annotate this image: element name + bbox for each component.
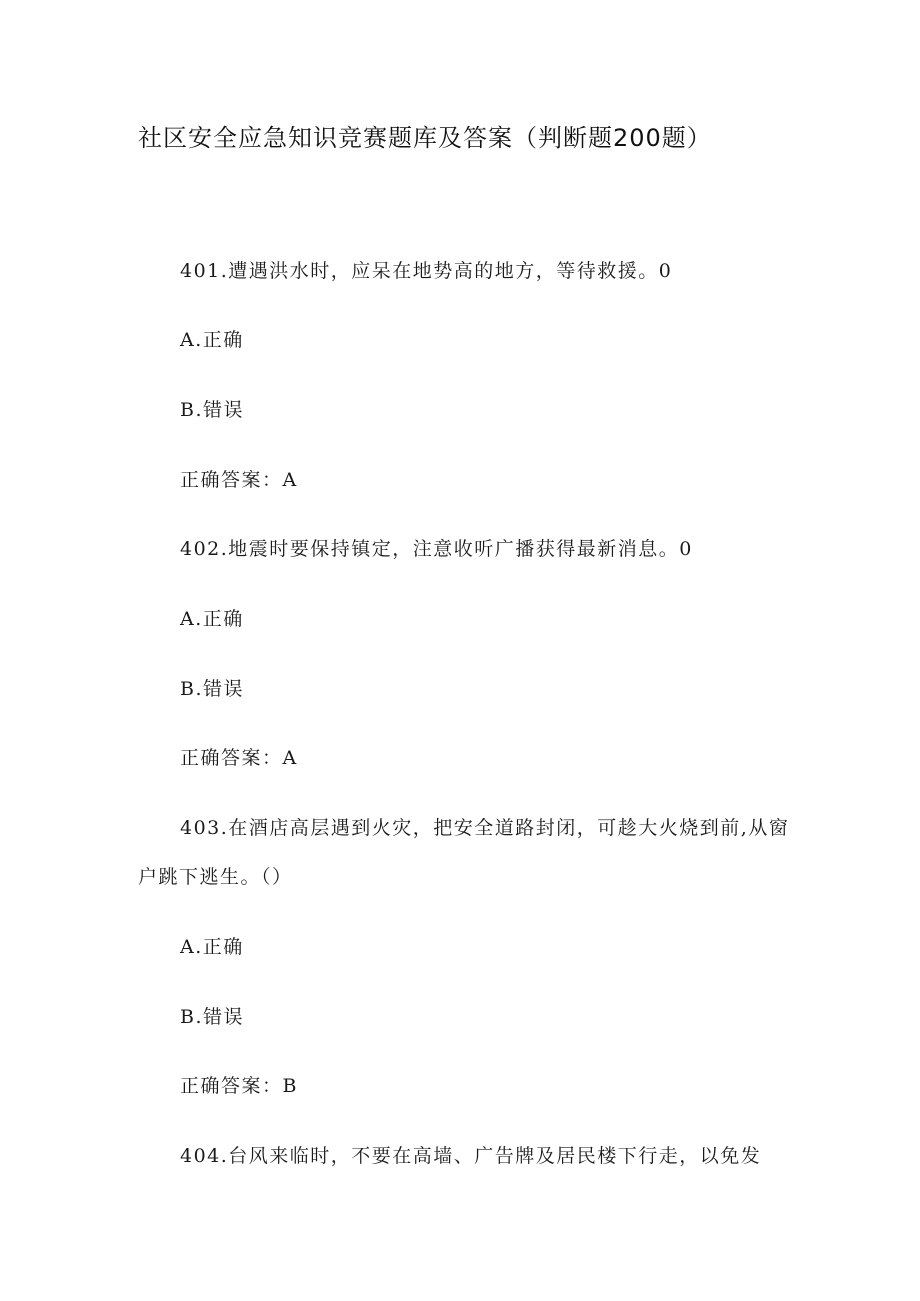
- question-401-option-a: A.正确: [180, 329, 244, 351]
- question-401-answer: 正确答案：A: [180, 469, 298, 491]
- question-402-option-a: A.正确: [180, 608, 244, 630]
- question-401-option-b: B.错误: [180, 399, 245, 421]
- question-403-answer: 正确答案：B: [180, 1075, 298, 1097]
- question-403-text: 403.在酒店高层遇到火灾，把安全道路封闭，可趁大火烧到前,从窗: [180, 817, 790, 839]
- question-402-text: 402.地震时要保持镇定，注意收听广播获得最新消息。0: [180, 538, 693, 560]
- question-403-text-continued: 户跳下逃生。（）: [138, 866, 293, 888]
- question-404-text: 404.台风来临时，不要在高墙、广告牌及居民楼下行走，以免发: [180, 1145, 762, 1167]
- question-401-text: 401.遭遇洪水时，应呆在地势高的地方，等待救援。0: [180, 260, 673, 282]
- question-402-answer: 正确答案：A: [180, 747, 298, 769]
- question-403-option-b: B.错误: [180, 1006, 245, 1028]
- document-title: 社区安全应急知识竞赛题库及答案（判断题200题）: [138, 124, 712, 152]
- question-402-option-b: B.错误: [180, 678, 245, 700]
- question-403-option-a: A.正确: [180, 936, 244, 958]
